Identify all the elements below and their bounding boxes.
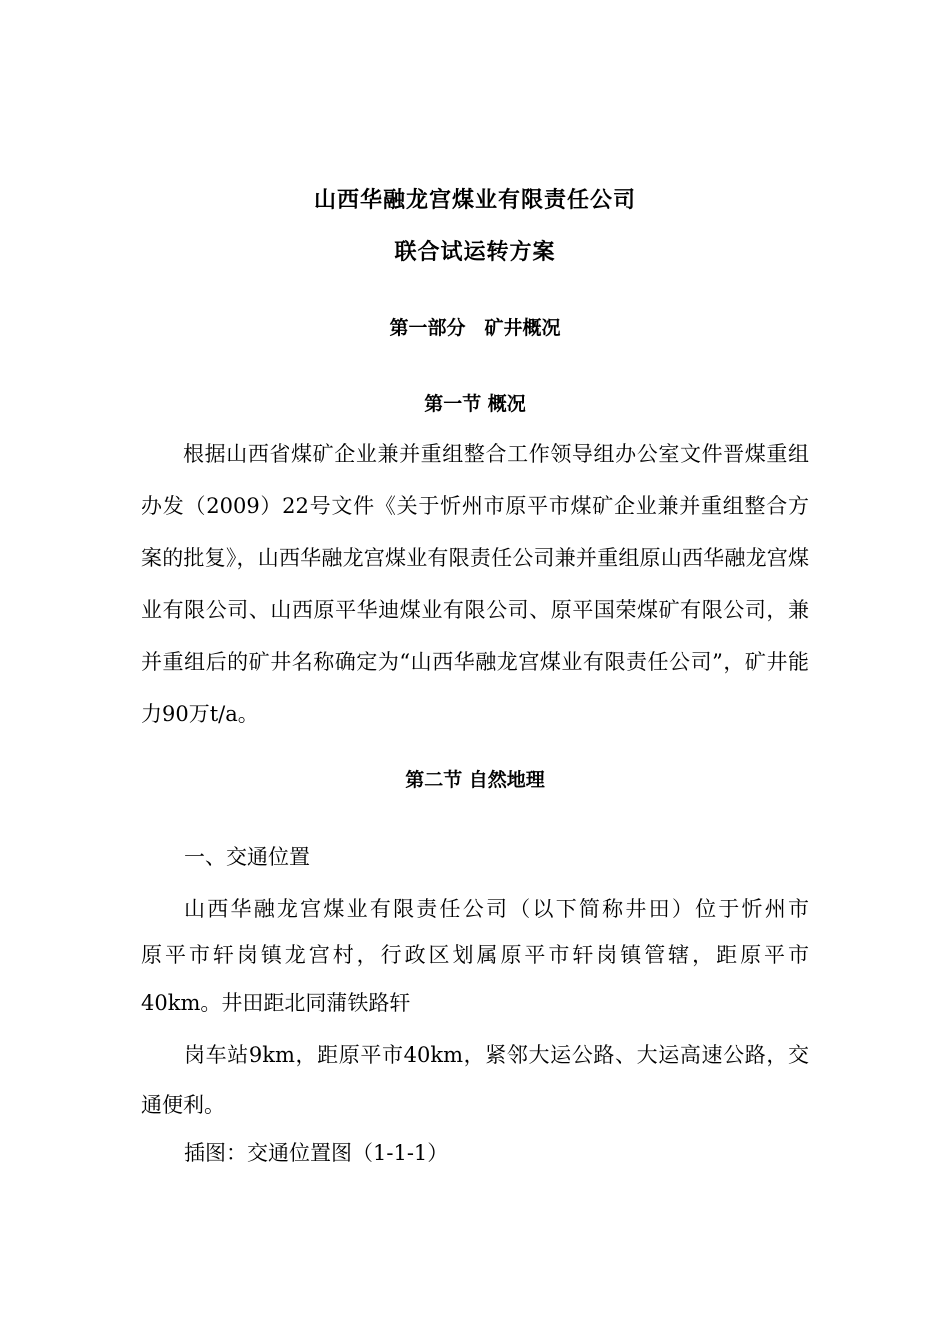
section-heading-overview: 第一节 概况 bbox=[424, 393, 526, 415]
subsection-title-traffic: 一、交通位置 bbox=[184, 845, 310, 869]
document-title: 山西华融龙宫煤业有限责任公司 bbox=[313, 188, 636, 213]
traffic-text-line: 原平市轩岗镇龙宫村，行政区划属原平市轩岗镇管辖，距原平市 bbox=[141, 943, 809, 967]
overview-paragraph: 根据山西省煤矿企业兼并重组整合工作领导组办公室文件晋煤重组办发（2009）22号文件《关于忻州市原平市煤矿企业兼并重组整合方案的批复》，山西华融龙宫煤业有限责任公司兼并重组原山西华融龙宫煤业有限公司、山西原平华迪煤业有限公司、原平国荣煤矿有限公司，兼并重组后的矿井名称确定为“山西华融龙宫煤业有限责任公司”，矿井能力90万t/a。 bbox=[141, 442, 809, 726]
part-heading: 第一部分 矿井概况 bbox=[389, 317, 561, 339]
section-heading-geography: 第二节 自然地理 bbox=[405, 769, 545, 791]
traffic-text-line: 40km。井田距北同蒲铁路轩 bbox=[141, 991, 411, 1015]
traffic-text-line: 山西华融龙宫煤业有限责任公司（以下简称井田）位于忻州市 bbox=[184, 897, 809, 921]
figure-caption: 插图：交通位置图（1-1-1） bbox=[184, 1141, 449, 1165]
document-subtitle: 联合试运转方案 bbox=[394, 240, 556, 265]
traffic-text-line: 岗车站9km，距原平市40km，紧邻大运公路、大运高速公路，交 bbox=[184, 1043, 809, 1067]
traffic-text-line: 通便利。 bbox=[141, 1093, 225, 1117]
